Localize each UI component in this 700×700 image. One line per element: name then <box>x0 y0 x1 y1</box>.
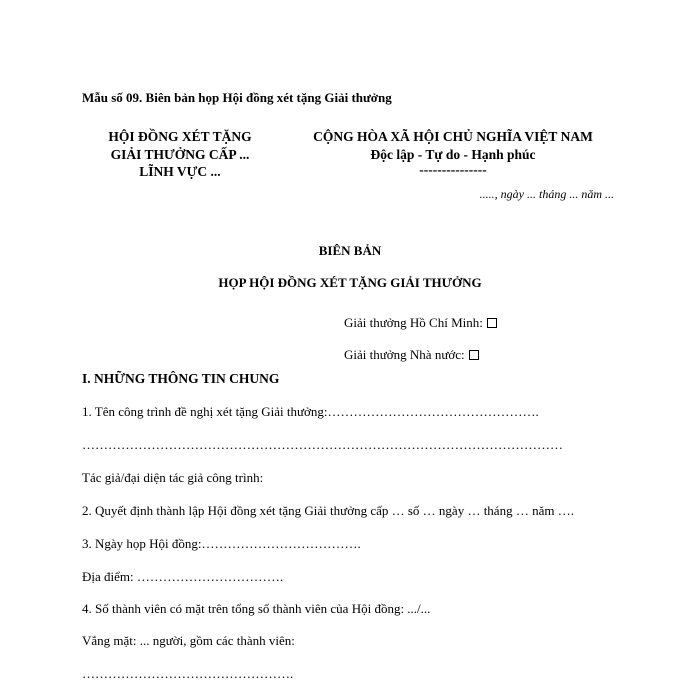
form-label: Mẫu số 09. Biên bản họp Hội đồng xét tặng Giải thưởng <box>82 90 392 105</box>
national-motto: Độc lập - Tự do - Hạnh phúc <box>370 146 536 162</box>
council-header-line: HỘI ĐỒNG XÉT TẶNG <box>108 129 252 144</box>
form-line: 3. Ngày họp Hội đồng:………………………………. <box>82 536 361 551</box>
form-line: Vắng mặt: ... người, gồm các thành viên: <box>82 633 295 648</box>
form-line: 1. Tên công trình đề nghị xét tặng Giải thưởng:…………………………………………. <box>82 404 539 419</box>
section-heading: I. NHỮNG THÔNG TIN CHUNG <box>82 371 280 386</box>
checkbox[interactable] <box>487 318 497 328</box>
header-separator: --------------- <box>419 162 487 177</box>
country-name: CỘNG HÒA XÃ HỘI CHỦ NGHĨA VIỆT NAM <box>313 129 593 144</box>
date-line: ....., ngày ... tháng ... năm ... <box>479 187 614 201</box>
form-line: Địa điểm: ……………………………. <box>82 569 284 584</box>
form-line: 2. Quyết định thành lập Hội đồng xét tặng Giải thưởng cấp … số … ngày … tháng … năm …. <box>82 503 574 518</box>
form-line: …………………………………………. <box>82 666 294 681</box>
council-header-line: LĨNH VỰC ... <box>139 164 221 179</box>
council-header-line: GIẢI THƯỞNG CẤP ... <box>110 146 250 162</box>
document-title: BIÊN BẢN <box>318 243 382 258</box>
award-label: Giải thưởng Hồ Chí Minh: <box>344 315 483 330</box>
form-line: Tác giả/đại diện tác giả công trình: <box>82 470 264 485</box>
national-header <box>288 128 618 177</box>
checkbox[interactable] <box>469 350 479 360</box>
award-option-state[interactable] <box>344 347 479 363</box>
council-header <box>82 128 278 181</box>
form-line: 4. Số thành viên có mặt trên tổng số thành viên của Hội đồng: .../... <box>82 601 431 616</box>
award-label: Giải thưởng Nhà nước: <box>344 347 465 362</box>
award-option-hcm[interactable] <box>344 315 497 331</box>
form-line: ………………………………………………………………………………………………… <box>82 437 563 452</box>
document-subtitle: HỌP HỘI ĐỒNG XÉT TẶNG GIẢI THƯỞNG <box>218 275 482 290</box>
